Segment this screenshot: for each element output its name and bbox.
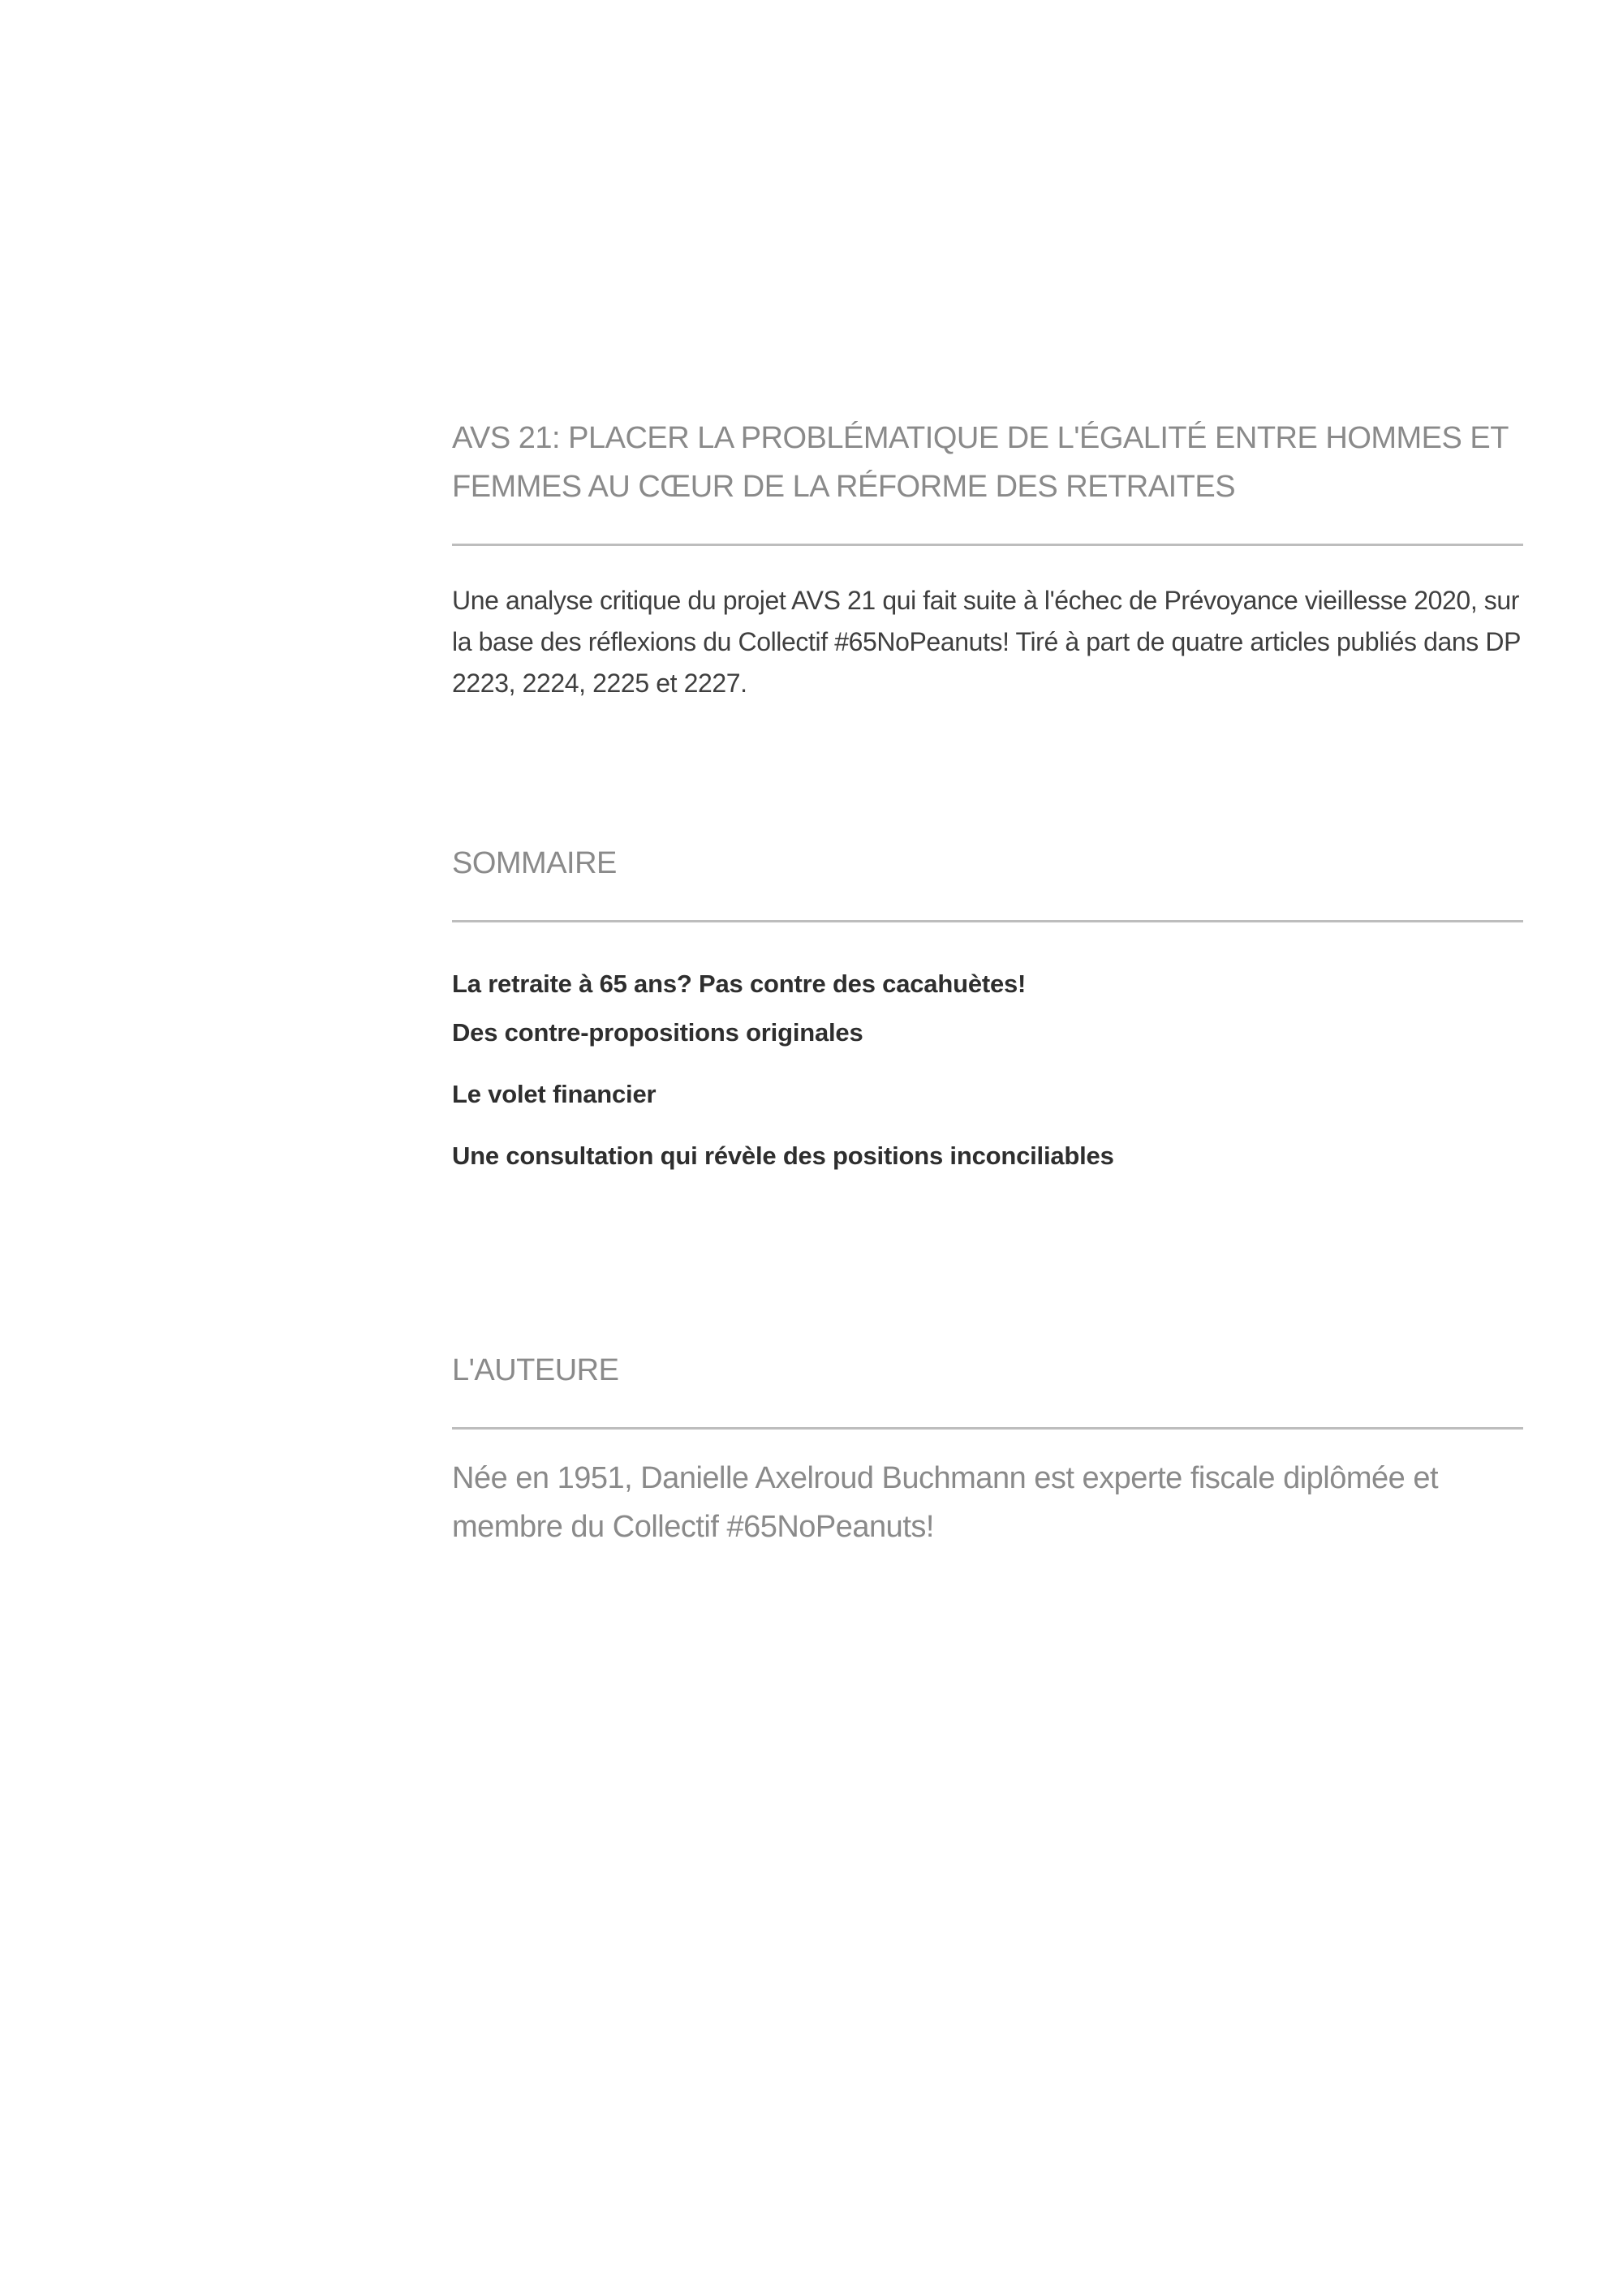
summary-item-contre-propositions[interactable]: Des contre-propositions originales xyxy=(452,1018,863,1047)
summary-divider xyxy=(452,920,1523,922)
author-heading: L'AUTEURE xyxy=(452,1353,619,1387)
summary-list xyxy=(452,966,1523,1187)
summary-section xyxy=(452,839,1523,1187)
document-title: AVS 21: PLACER LA PROBLÉMATIQUE DE L'ÉGALITÉ ENTRE HOMMES ET FEMMES AU CŒUR DE LA RÉFORME DES RETRAITES xyxy=(452,421,1509,504)
author-section xyxy=(452,1346,1523,1551)
summary-item-consultation[interactable]: Une consultation qui révèle des positions inconciliables xyxy=(452,1142,1114,1170)
summary-item-volet-financier[interactable]: Le volet financier xyxy=(452,1080,657,1108)
author-divider xyxy=(452,1427,1523,1430)
title-divider xyxy=(452,544,1523,546)
summary-heading: SOMMAIRE xyxy=(452,846,617,880)
author-bio: Née en 1951, Danielle Axelroud Buchmann est experte fiscale diplômée et membre du Collectif #65NoPeanuts! xyxy=(452,1461,1439,1544)
intro-paragraph: Une analyse critique du projet AVS 21 qui fait suite à l'échec de Prévoyance vieillesse 2020, sur la base des réflexions du Collectif #65NoPeanuts! Tiré à part de quatre articles publiés dans DP 2223, 2224, 2225 et 2227. xyxy=(452,586,1521,698)
summary-item-retraite[interactable]: La retraite à 65 ans? Pas contre des cacahuètes! xyxy=(452,970,1027,998)
title-section xyxy=(452,414,1523,704)
page-content xyxy=(452,414,1523,1582)
